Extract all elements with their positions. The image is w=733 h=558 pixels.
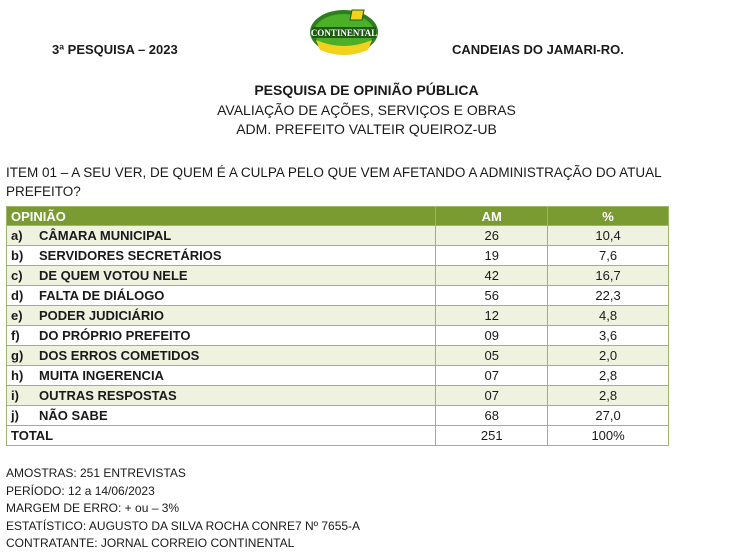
row-label: CÂMARA MUNICIPAL [39, 228, 172, 243]
row-letter: g) [11, 348, 24, 363]
row-am: 07 [436, 386, 548, 406]
row-letter: a) [11, 228, 23, 243]
row-am: 07 [436, 366, 548, 386]
city-name: CANDEIAS DO JAMARI-RO. [452, 42, 624, 57]
table-row [7, 286, 669, 306]
continental-logo [306, 6, 382, 62]
header-opiniao: OPINIÃO [7, 207, 436, 226]
total-am: 251 [436, 426, 548, 446]
header-percent: % [548, 207, 669, 226]
total-pct: 100% [548, 426, 669, 446]
row-letter: b) [11, 248, 24, 263]
row-label: SERVIDORES SECRETÁRIOS [39, 248, 222, 263]
contracting-party: CONTRATANTE: JORNAL CORREIO CONTINENTAL [6, 536, 295, 551]
statistician: ESTATÍSTICO: AUGUSTO DA SILVA ROCHA CONRE7 Nº 7655-A [6, 518, 361, 533]
row-letter: i) [11, 388, 19, 403]
methodology-notes [6, 465, 360, 553]
table-header-row [7, 207, 669, 226]
row-letter: c) [11, 268, 23, 283]
survey-period: PERÍODO: 12 a 14/06/2023 [6, 483, 155, 498]
row-letter: j) [11, 408, 19, 423]
sample-size: AMOSTRAS: 251 ENTREVISTAS [6, 466, 186, 480]
row-pct: 7,6 [548, 246, 669, 266]
table-row [7, 406, 669, 426]
row-label: FALTA DE DIÁLOGO [39, 288, 165, 303]
row-label: PODER JUDICIÁRIO [39, 308, 164, 323]
row-am: 56 [436, 286, 548, 306]
row-pct: 2,8 [548, 386, 669, 406]
row-am: 42 [436, 266, 548, 286]
svg-text:CONTINENTAL: CONTINENTAL [310, 28, 378, 38]
table-row [7, 346, 669, 366]
table-row [7, 366, 669, 386]
row-am: 19 [436, 246, 548, 266]
header-am: AM [436, 207, 548, 226]
table-row [7, 306, 669, 326]
survey-edition: 3ª PESQUISA – 2023 [52, 42, 178, 57]
page-title: PESQUISA DE OPINIÃO PÚBLICA [254, 82, 479, 98]
row-pct: 4,8 [548, 306, 669, 326]
row-am: 05 [436, 346, 548, 366]
row-am: 12 [436, 306, 548, 326]
table-row [7, 246, 669, 266]
results-table [6, 206, 669, 446]
row-pct: 22,3 [548, 286, 669, 306]
row-label: DE QUEM VOTOU NELE [39, 268, 188, 283]
row-letter: e) [11, 308, 23, 323]
total-label: TOTAL [7, 426, 436, 446]
row-label: NÃO SABE [39, 408, 108, 423]
row-pct: 3,6 [548, 326, 669, 346]
row-pct: 27,0 [548, 406, 669, 426]
table-row [7, 326, 669, 346]
table-row [7, 386, 669, 406]
row-letter: f) [11, 328, 20, 343]
table-row [7, 226, 669, 246]
subtitle: AVALIAÇÃO DE AÇÕES, SERVIÇOS E OBRAS [217, 102, 516, 118]
row-pct: 16,7 [548, 266, 669, 286]
row-label: DOS ERROS COMETIDOS [39, 348, 200, 363]
row-label: MUITA INGERENCIA [39, 368, 164, 383]
row-label: DO PRÓPRIO PREFEITO [39, 328, 191, 343]
question-text: ITEM 01 – A SEU VER, DE QUEM É A CULPA PELO QUE VEM AFETANDO A ADMINISTRAÇÃO DO ATUAL PREFEITO? [6, 165, 662, 199]
row-am: 26 [436, 226, 548, 246]
administration-line: ADM. PREFEITO VALTEIR QUEIROZ-UB [236, 121, 497, 137]
row-am: 68 [436, 406, 548, 426]
row-label: OUTRAS RESPOSTAS [39, 388, 177, 403]
row-pct: 2,8 [548, 366, 669, 386]
row-pct: 10,4 [548, 226, 669, 246]
table-row [7, 266, 669, 286]
row-letter: h) [11, 368, 24, 383]
row-pct: 2,0 [548, 346, 669, 366]
margin-of-error: MARGEM DE ERRO: + ou – 3% [6, 501, 180, 516]
row-am: 09 [436, 326, 548, 346]
total-row [7, 426, 669, 446]
row-letter: d) [11, 288, 24, 303]
